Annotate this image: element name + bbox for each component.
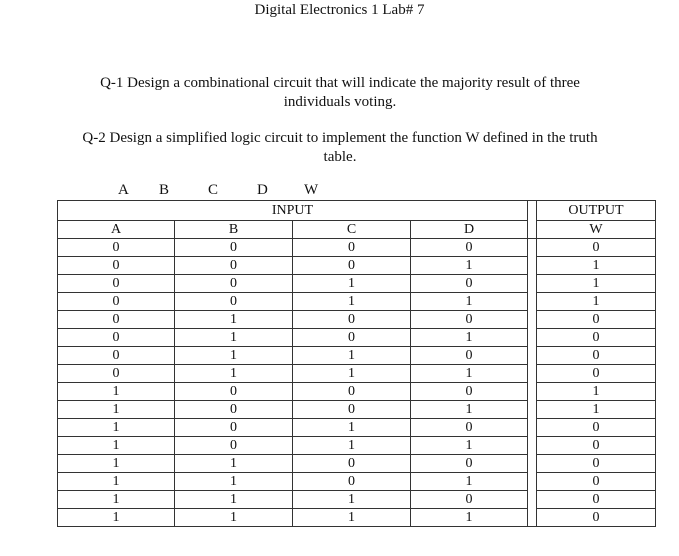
table-row [58, 365, 656, 383]
cell-c: 1 [293, 437, 411, 455]
cell-b: 0 [175, 401, 293, 419]
column-gap [528, 455, 537, 473]
cell-a: 1 [58, 509, 175, 527]
cell-d: 1 [411, 437, 528, 455]
letter-d: D [257, 182, 268, 198]
document-title: Digital Electronics 1 Lab# 7 [254, 2, 425, 18]
cell-a: 1 [58, 437, 175, 455]
column-header-b: B [175, 221, 293, 239]
cell-c: 1 [293, 419, 411, 437]
cell-b: 1 [175, 311, 293, 329]
cell-c: 0 [293, 329, 411, 347]
cell-b: 0 [175, 437, 293, 455]
cell-c: 0 [293, 257, 411, 275]
table-row [58, 275, 656, 293]
cell-c: 0 [293, 473, 411, 491]
column-gap [528, 329, 537, 347]
cell-w: 0 [537, 509, 656, 527]
cell-d: 1 [411, 401, 528, 419]
cell-d: 0 [411, 419, 528, 437]
cell-c: 1 [293, 293, 411, 311]
cell-d: 0 [411, 383, 528, 401]
column-gap [528, 311, 537, 329]
cell-w: 0 [537, 365, 656, 383]
cell-a: 1 [58, 455, 175, 473]
cell-b: 0 [175, 293, 293, 311]
cell-b: 0 [175, 257, 293, 275]
table-row [58, 455, 656, 473]
cell-a: 0 [58, 347, 175, 365]
cell-b: 1 [175, 329, 293, 347]
cell-w: 0 [537, 437, 656, 455]
question-2 [40, 129, 640, 167]
column-header-d: D [411, 221, 528, 239]
cell-b: 1 [175, 455, 293, 473]
cell-c: 1 [293, 509, 411, 527]
column-gap [528, 257, 537, 275]
cell-d: 0 [411, 311, 528, 329]
question-1-line-1: Q-1 Design a combinational circuit that will indicate the majority result of three [100, 75, 580, 91]
cell-d: 1 [411, 329, 528, 347]
cell-d: 1 [411, 293, 528, 311]
truth-table [57, 200, 656, 527]
column-gap [528, 365, 537, 383]
cell-c: 0 [293, 383, 411, 401]
question-2-line-2: table. [323, 149, 357, 165]
cell-w: 0 [537, 473, 656, 491]
cell-b: 1 [175, 491, 293, 509]
cell-a: 0 [58, 329, 175, 347]
letter-b: B [159, 182, 170, 198]
table-row [58, 419, 656, 437]
cell-c: 0 [293, 455, 411, 473]
cell-w: 1 [537, 257, 656, 275]
column-gap [528, 419, 537, 437]
column-gap [528, 347, 537, 365]
cell-c: 0 [293, 401, 411, 419]
column-gap [528, 437, 537, 455]
output-header: OUTPUT [537, 201, 656, 221]
column-header-w: W [537, 221, 656, 239]
letter-w: W [304, 182, 319, 198]
table-row [58, 401, 656, 419]
cell-c: 0 [293, 311, 411, 329]
cell-b: 1 [175, 473, 293, 491]
cell-w: 1 [537, 383, 656, 401]
cell-w: 1 [537, 401, 656, 419]
cell-b: 0 [175, 383, 293, 401]
table-row [58, 509, 656, 527]
cell-c: 1 [293, 275, 411, 293]
table-row [58, 473, 656, 491]
cell-a: 1 [58, 473, 175, 491]
cell-d: 0 [411, 491, 528, 509]
table-row [58, 311, 656, 329]
cell-b: 1 [175, 365, 293, 383]
question-1 [40, 74, 640, 112]
cell-b: 0 [175, 275, 293, 293]
truth-table-body [58, 239, 656, 527]
cell-w: 1 [537, 293, 656, 311]
table-row [58, 293, 656, 311]
table-row [58, 347, 656, 365]
cell-w: 0 [537, 419, 656, 437]
cell-a: 0 [58, 275, 175, 293]
cell-a: 1 [58, 401, 175, 419]
cell-c: 1 [293, 365, 411, 383]
column-gap [528, 383, 537, 401]
column-gap [528, 201, 537, 221]
column-gap [528, 293, 537, 311]
column-gap [528, 221, 537, 239]
cell-w: 0 [537, 311, 656, 329]
column-gap [528, 509, 537, 527]
column-gap [528, 473, 537, 491]
cell-a: 1 [58, 491, 175, 509]
cell-c: 1 [293, 491, 411, 509]
column-header-a: A [58, 221, 175, 239]
cell-d: 1 [411, 365, 528, 383]
table-row [58, 239, 656, 257]
cell-w: 0 [537, 347, 656, 365]
column-header-row [58, 221, 656, 239]
cell-d: 1 [411, 509, 528, 527]
cell-b: 1 [175, 347, 293, 365]
cell-a: 1 [58, 383, 175, 401]
cell-d: 0 [411, 347, 528, 365]
group-header-row [58, 201, 656, 221]
cell-w: 0 [537, 239, 656, 257]
column-gap [528, 401, 537, 419]
table-row [58, 437, 656, 455]
cell-c: 0 [293, 239, 411, 257]
table-row [58, 257, 656, 275]
column-gap [528, 491, 537, 509]
cell-b: 0 [175, 239, 293, 257]
cell-d: 1 [411, 257, 528, 275]
letter-c: C [208, 182, 219, 198]
cell-c: 1 [293, 347, 411, 365]
cell-a: 0 [58, 365, 175, 383]
cell-d: 1 [411, 473, 528, 491]
column-gap [528, 275, 537, 293]
input-header: INPUT [58, 201, 528, 221]
cell-w: 0 [537, 329, 656, 347]
cell-a: 0 [58, 293, 175, 311]
cell-a: 1 [58, 419, 175, 437]
table-row [58, 383, 656, 401]
cell-w: 1 [537, 275, 656, 293]
cell-w: 0 [537, 455, 656, 473]
letter-a: A [118, 182, 129, 198]
cell-b: 0 [175, 419, 293, 437]
cell-a: 0 [58, 239, 175, 257]
cell-w: 0 [537, 491, 656, 509]
cell-d: 0 [411, 455, 528, 473]
column-gap [528, 239, 537, 257]
cell-a: 0 [58, 257, 175, 275]
table-row [58, 491, 656, 509]
cell-d: 0 [411, 275, 528, 293]
table-row [58, 329, 656, 347]
variable-letters [0, 182, 679, 200]
cell-d: 0 [411, 239, 528, 257]
cell-a: 0 [58, 311, 175, 329]
cell-b: 1 [175, 509, 293, 527]
question-2-line-1: Q-2 Design a simplified logic circuit to implement the function W defined in the truth [82, 130, 598, 146]
question-1-line-2: individuals voting. [283, 94, 397, 110]
column-header-c: C [293, 221, 411, 239]
